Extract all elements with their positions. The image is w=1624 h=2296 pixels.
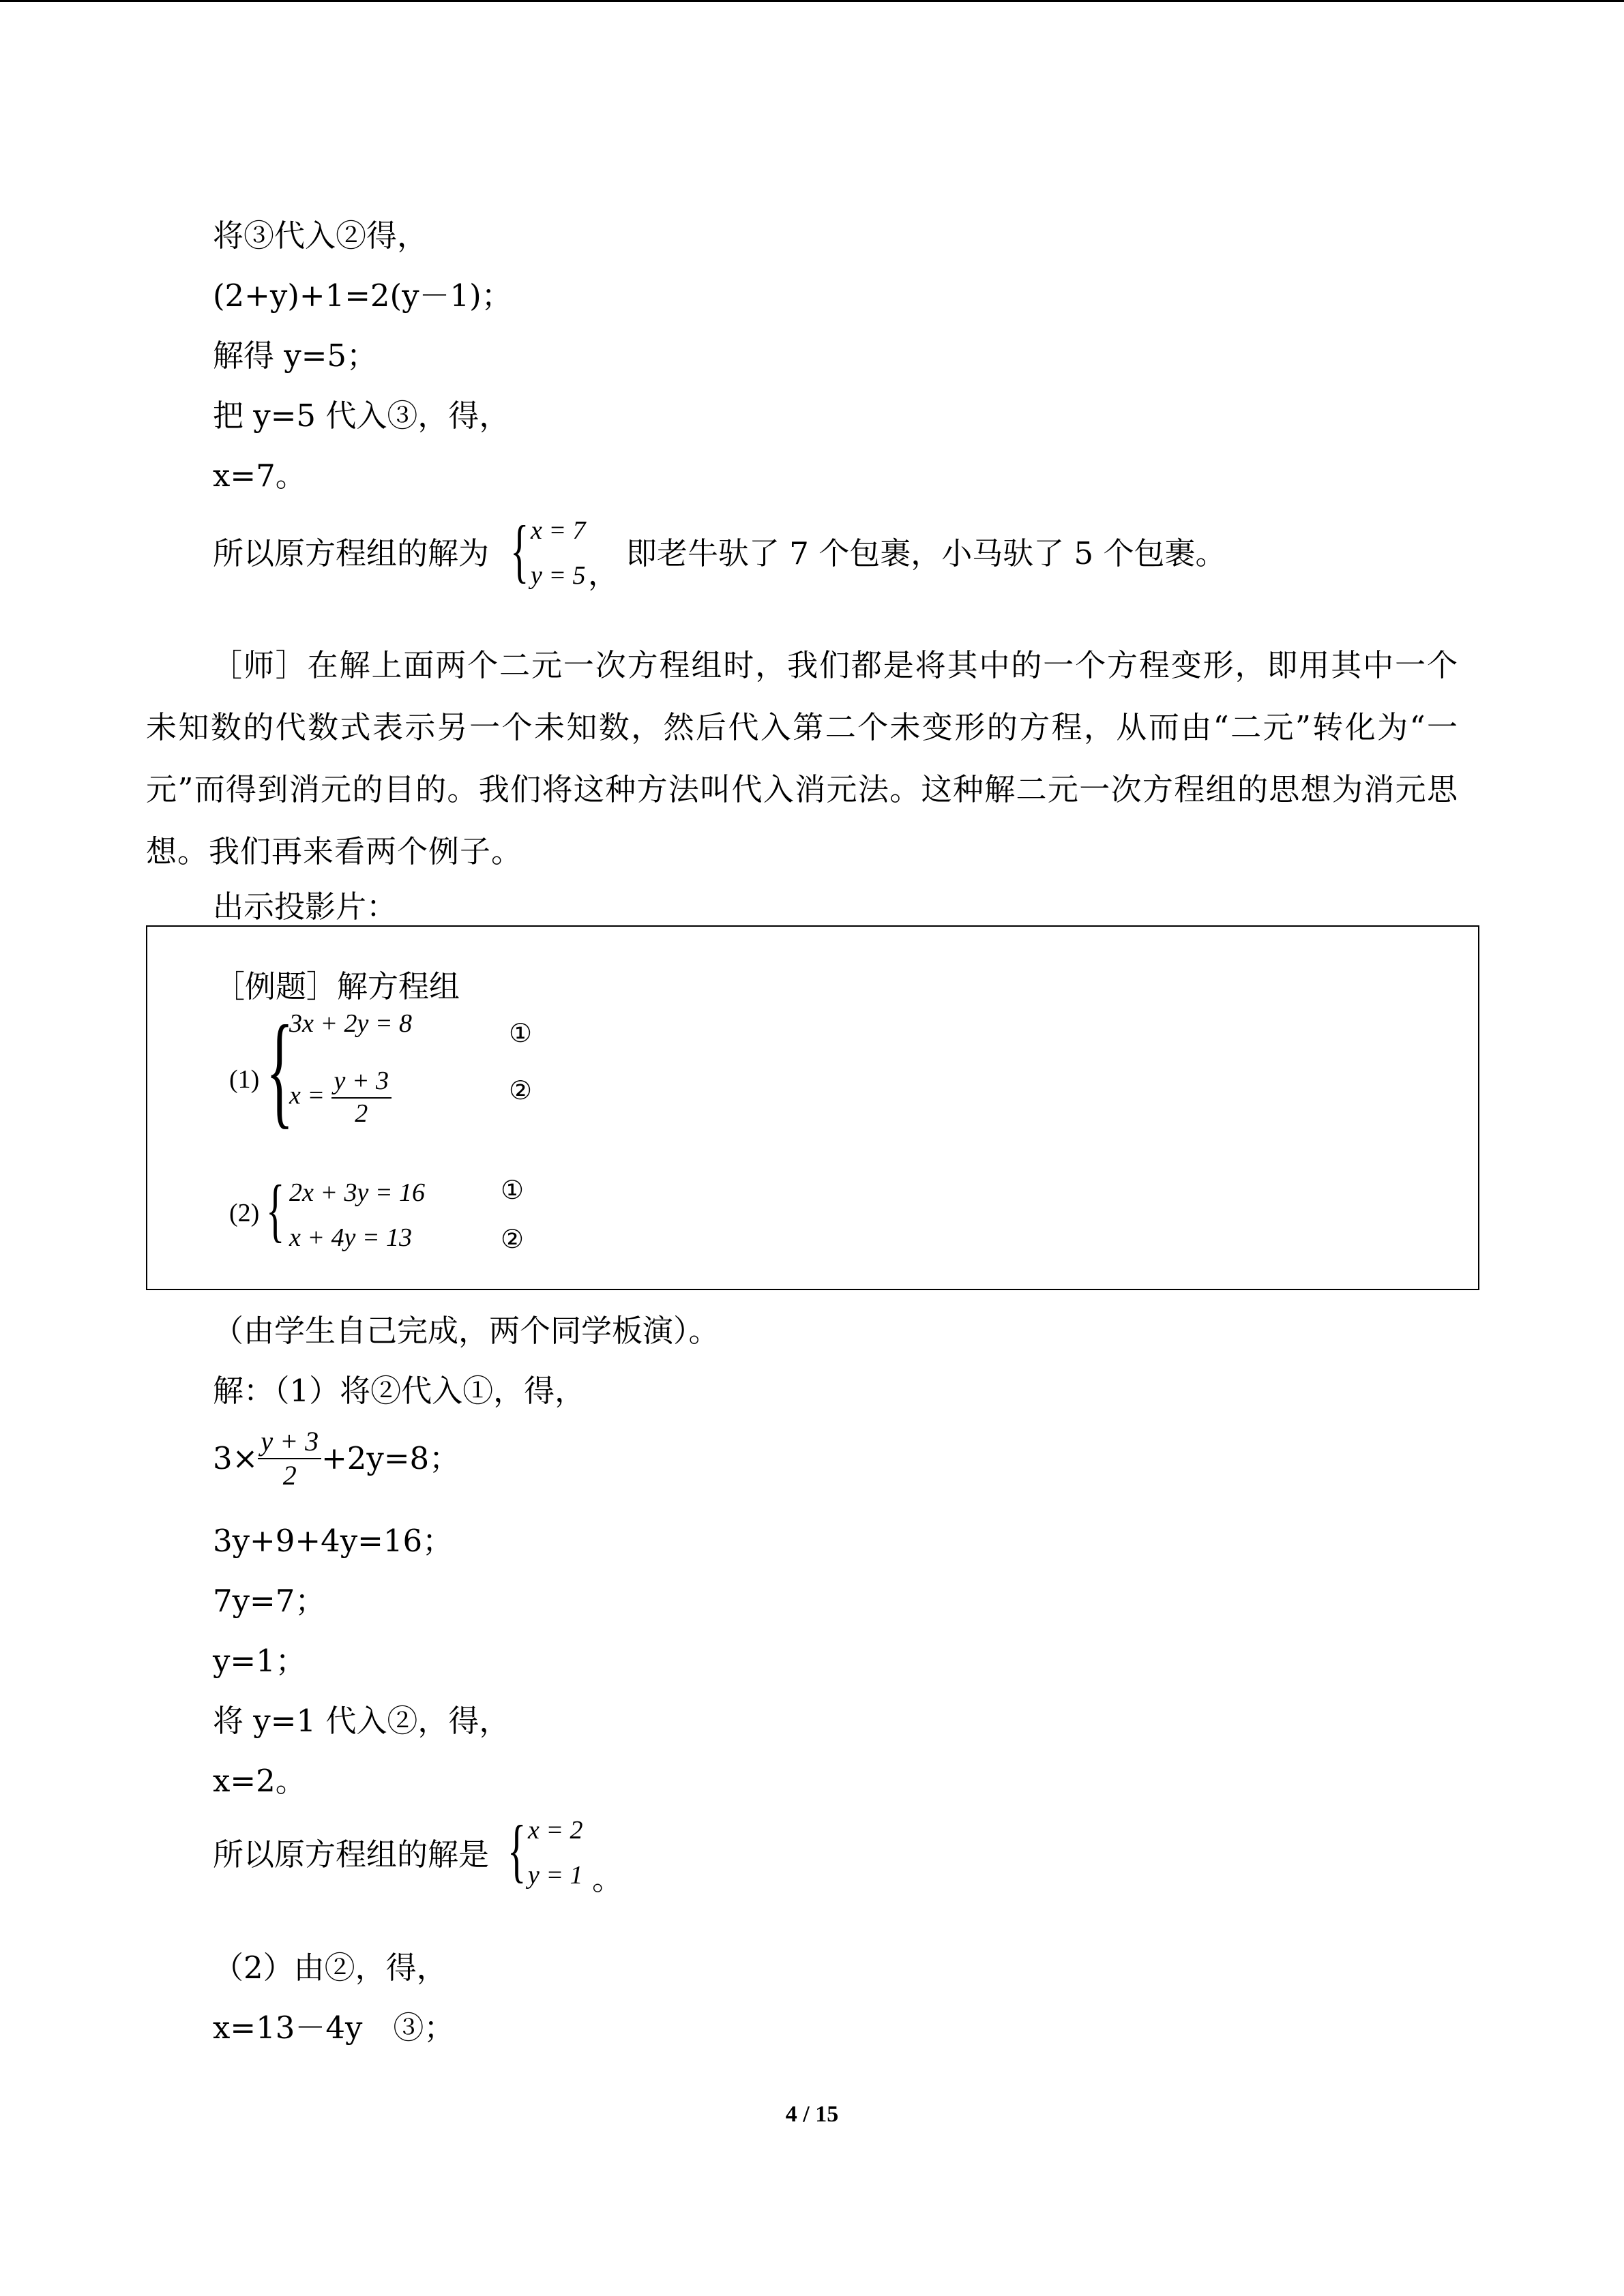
fraction-numerator: y + 3: [258, 1427, 321, 1459]
text-line: (2+y)+1=2(y－1)；: [213, 278, 512, 314]
equation: x + 4y = 13: [289, 1223, 413, 1252]
problem-label: (1): [229, 1065, 260, 1094]
equation: 3x + 2y = 8: [289, 1009, 413, 1038]
equation: x = 2: [528, 1816, 583, 1845]
text-line: 将 y=1 代入②，得，: [213, 1703, 510, 1739]
equation: x = 7: [531, 516, 586, 545]
text-line: 。: [592, 1861, 623, 1897]
equation-lhs: x =: [289, 1081, 325, 1110]
fraction-line: [213, 1427, 460, 1502]
problem-label: (2): [229, 1199, 260, 1227]
text-segment: 3×: [213, 1440, 259, 1476]
text-line: 所以原方程组的解是: [213, 1836, 490, 1873]
example-box: [146, 925, 1479, 1290]
brace-icon: {: [266, 1000, 294, 1140]
fraction-denominator: 2: [355, 1099, 368, 1128]
brace-icon: {: [510, 511, 529, 590]
equation: 2x + 3y = 16: [289, 1178, 426, 1207]
text-line: y=1；: [213, 1643, 306, 1679]
equation-marker: ②: [501, 1224, 525, 1254]
equation-marker: ①: [509, 1018, 533, 1048]
equation-marker: ①: [501, 1175, 525, 1205]
text-line: 7y=7；: [213, 1583, 326, 1619]
example-title: ［例题］解方程组: [214, 968, 460, 1004]
text-line: 解得 y=5；: [213, 338, 378, 374]
fraction: [258, 1427, 321, 1491]
problem-2: [229, 1171, 638, 1262]
text-segment: +2y=8；: [321, 1440, 460, 1476]
text-line: x=2。: [213, 1763, 306, 1799]
brace-icon: {: [507, 1811, 527, 1890]
text-line: 把 y=5 代入③，得，: [213, 398, 510, 434]
fraction: [331, 1067, 392, 1129]
equation: [289, 1067, 392, 1129]
brace-icon: {: [266, 1171, 285, 1249]
text-line: 3y+9+4y=16；: [213, 1523, 454, 1559]
problem-1: [229, 1000, 638, 1144]
text-line: x=13－4y ③；: [213, 2010, 455, 2046]
text-line: x=7。: [213, 458, 306, 494]
text-line: ，: [588, 556, 619, 592]
equation: y = 5: [531, 561, 586, 590]
page-number: 4 / 15: [785, 2102, 839, 2127]
equation-marker: ②: [509, 1075, 533, 1105]
fraction-denominator: 2: [282, 1460, 297, 1491]
text-line: （2）由②，得，: [213, 1950, 447, 1986]
equation: y = 1: [528, 1861, 583, 1890]
teacher-paragraph: ［师］在解上面两个二元一次方程组时，我们都是将其中的一个方程变形，即用其中一个未知数的代数式表示另一个未知数，然后代入第二个未变形的方程，从而由“二元”转化为“一元”而得到消元的目的。我们将这种方法叫代入消元法。这种解二元一次方程组的思想为消元思想。我们再来看两个例子。: [146, 647, 1458, 869]
equation-system: [507, 1811, 603, 1900]
text-line: （由学生自己完成，两个同学板演）。: [213, 1313, 720, 1349]
text-line: 解：（1）将②代入①，得，: [213, 1373, 586, 1409]
text-line: 所以原方程组的解为: [213, 535, 490, 571]
text-line: 将③代入②得，: [213, 218, 428, 254]
fraction-numerator: y + 3: [331, 1067, 392, 1099]
top-border: [0, 0, 1624, 2]
projector-label: 出示投影片：: [213, 889, 398, 925]
text-line: 即老牛驮了 7 个包裹，小马驮了 5 个包裹。: [626, 535, 1226, 571]
